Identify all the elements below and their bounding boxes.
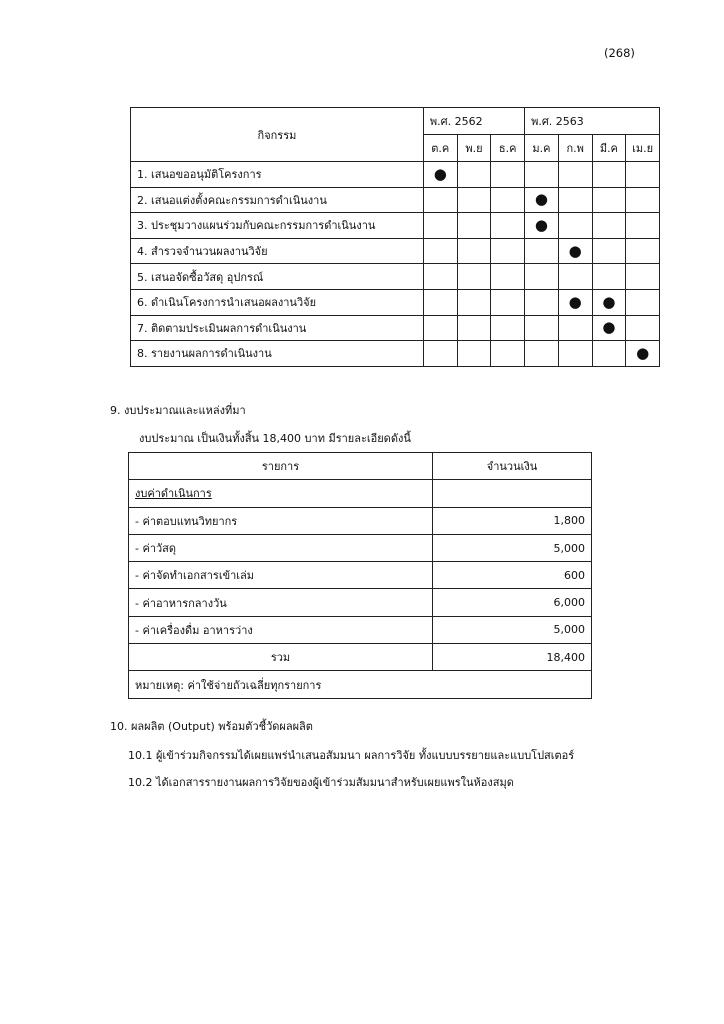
schedule-mark-dot: ●: [558, 289, 592, 315]
year-header-2563: พ.ศ. 2563: [525, 108, 660, 135]
schedule-cell: [457, 187, 491, 213]
schedule-cell: [592, 187, 626, 213]
budget-header-amount: จำนวนเงิน: [433, 453, 592, 480]
schedule-cell: [491, 238, 525, 264]
output-item: 10.2 ได้เอกสารรายงานผลการวิจัยของผู้เข้าร่วมสัมมนาสำหรับเผยแพรในห้องสมุด: [128, 776, 514, 789]
month-header: พ.ย: [457, 135, 491, 162]
month-header: ต.ค: [423, 135, 457, 162]
budget-total-amount: 18,400: [433, 644, 592, 671]
schedule-cell: [592, 162, 626, 188]
activity-label: 8. รายงานผลการดำเนินงาน: [131, 341, 424, 367]
activity-row: [131, 264, 660, 290]
budget-item-amount: 600: [433, 562, 592, 589]
schedule-cell: [457, 341, 491, 367]
schedule-cell: [592, 238, 626, 264]
schedule-cell: [558, 315, 592, 341]
activity-label: 4. สำรวจจำนวนผลงานวิจัย: [131, 238, 424, 264]
schedule-cell: [525, 315, 559, 341]
schedule-cell: [423, 315, 457, 341]
schedule-cell: [423, 213, 457, 239]
activity-header: กิจกรรม: [131, 108, 424, 162]
schedule-cell: [592, 264, 626, 290]
budget-header-item: รายการ: [129, 453, 433, 480]
activity-row: [131, 187, 660, 213]
schedule-cell: [626, 315, 660, 341]
schedule-cell: [491, 289, 525, 315]
schedule-cell: [457, 315, 491, 341]
schedule-cell: [525, 341, 559, 367]
schedule-mark-dot: ●: [423, 162, 457, 188]
schedule-cell: [491, 213, 525, 239]
schedule-cell: [626, 264, 660, 290]
schedule-mark-dot: ●: [525, 187, 559, 213]
budget-item-amount: 5,000: [433, 616, 592, 643]
schedule-cell: [592, 341, 626, 367]
activity-row: [131, 238, 660, 264]
month-header: ก.พ: [558, 135, 592, 162]
budget-intro: งบประมาณ เป็นเงินทั้งสิ้น 18,400 บาท มีรายละเอียดดังนี้: [139, 432, 411, 445]
schedule-cell: [558, 264, 592, 290]
schedule-cell: [558, 187, 592, 213]
schedule-cell: [491, 341, 525, 367]
schedule-cell: [626, 187, 660, 213]
schedule-cell: [525, 289, 559, 315]
schedule-mark-dot: ●: [525, 213, 559, 239]
month-header: มี.ค: [592, 135, 626, 162]
schedule-cell: [491, 315, 525, 341]
budget-note: หมายเหตุ: ค่าใช้จ่ายถัวเฉลี่ยทุกรายการ: [129, 671, 592, 698]
budget-item-label: - ค่าตอบแทนวิทยากร: [129, 507, 433, 534]
year-header-2562: พ.ศ. 2562: [423, 108, 524, 135]
schedule-cell: [525, 238, 559, 264]
activity-label: 5. เสนอจัดซื้อวัสดุ อุปกรณ์: [131, 264, 424, 290]
schedule-cell: [423, 289, 457, 315]
budget-category: งบค่าดำเนินการ: [129, 480, 433, 507]
schedule-cell: [626, 213, 660, 239]
activity-label: 7. ติดตามประเมินผลการดำเนินงาน: [131, 315, 424, 341]
budget-total-label: รวม: [129, 644, 433, 671]
activity-label: 2. เสนอแต่งตั้งคณะกรรมการดำเนินงาน: [131, 187, 424, 213]
schedule-cell: [423, 341, 457, 367]
schedule-mark-dot: ●: [626, 341, 660, 367]
budget-item-label: - ค่าเครื่องดื่ม อาหารว่าง: [129, 616, 433, 643]
activity-label: 6. ดำเนินโครงการนำเสนอผลงานวิจัย: [131, 289, 424, 315]
budget-item-label: - ค่าอาหารกลางวัน: [129, 589, 433, 616]
schedule-cell: [525, 162, 559, 188]
activity-row: [131, 315, 660, 341]
budget-item-label: - ค่าวัสดุ: [129, 534, 433, 561]
output-section-title: 10. ผลผลิต (Output) พร้อมตัวชี้วัดผลผลิต: [110, 720, 313, 733]
schedule-cell: [457, 264, 491, 290]
schedule-cell: [491, 162, 525, 188]
activity-schedule-table: [130, 107, 660, 367]
schedule-cell: [491, 264, 525, 290]
budget-section-title: 9. งบประมาณและแหล่งที่มา: [110, 404, 246, 417]
budget-item-amount: 1,800: [433, 507, 592, 534]
schedule-cell: [592, 213, 626, 239]
activity-label: 3. ประชุมวางแผนร่วมกับคณะกรรมการดำเนินงาน: [131, 213, 424, 239]
schedule-cell: [626, 238, 660, 264]
page-number: (268): [604, 46, 635, 60]
output-item: 10.1 ผู้เข้าร่วมกิจกรรมได้เผยแพร่นำเสนอสัมมนา ผลการวิจัย ทั้งแบบบรรยายและแบบโปสเตอร์: [128, 749, 575, 762]
schedule-mark-dot: ●: [592, 289, 626, 315]
schedule-cell: [558, 162, 592, 188]
activity-label: 1. เสนอขออนุมัติโครงการ: [131, 162, 424, 188]
activity-row: [131, 341, 660, 367]
budget-category-amount: [433, 480, 592, 507]
budget-item-amount: 5,000: [433, 534, 592, 561]
schedule-cell: [558, 341, 592, 367]
schedule-cell: [626, 289, 660, 315]
schedule-cell: [558, 213, 592, 239]
schedule-mark-dot: ●: [592, 315, 626, 341]
schedule-cell: [491, 187, 525, 213]
schedule-cell: [525, 264, 559, 290]
schedule-cell: [457, 289, 491, 315]
schedule-cell: [457, 213, 491, 239]
activity-row: [131, 162, 660, 188]
budget-item-label: - ค่าจัดทำเอกสารเข้าเล่ม: [129, 562, 433, 589]
budget-table: [128, 452, 592, 699]
month-header: เม.ย: [626, 135, 660, 162]
schedule-cell: [423, 238, 457, 264]
schedule-cell: [457, 238, 491, 264]
budget-item-amount: 6,000: [433, 589, 592, 616]
schedule-cell: [423, 187, 457, 213]
activity-row: [131, 213, 660, 239]
schedule-cell: [423, 264, 457, 290]
schedule-cell: [626, 162, 660, 188]
month-header: ม.ค: [525, 135, 559, 162]
month-header: ธ.ค: [491, 135, 525, 162]
activity-row: [131, 289, 660, 315]
schedule-cell: [457, 162, 491, 188]
schedule-mark-dot: ●: [558, 238, 592, 264]
